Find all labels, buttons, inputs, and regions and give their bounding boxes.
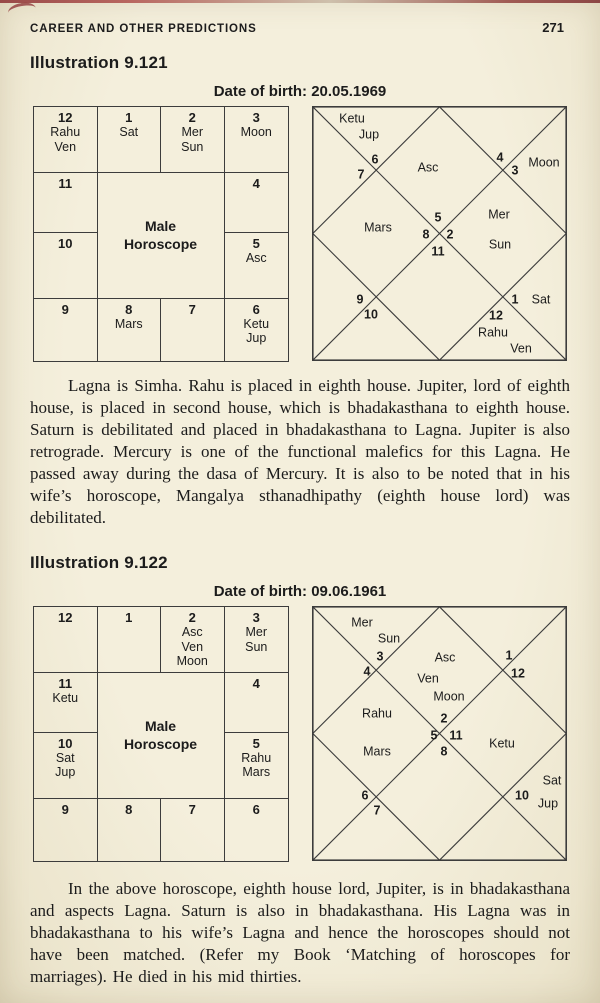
planet-label: Mars: [114, 316, 143, 331]
chart-cell-10: [34, 233, 98, 299]
charts-row-2: [0, 604, 600, 862]
chart-center-line: Male: [144, 218, 177, 234]
sign-number: 6: [361, 788, 369, 803]
sign-number: 8: [422, 227, 430, 242]
date-of-birth-label: Date of birth: 09.06.1961: [213, 583, 387, 600]
planet-label: Ketu: [243, 316, 270, 331]
planet-label: Ven: [181, 639, 204, 654]
planet-label: Sat: [55, 750, 75, 765]
planet-label: Mer: [245, 625, 268, 639]
chart-center-line: Male: [144, 718, 177, 734]
sign-number: 7: [357, 167, 365, 182]
planet-label: Rahu: [362, 706, 392, 721]
planet-label: Moon: [176, 654, 208, 668]
sign-number: 10: [515, 788, 529, 803]
house-number: 9: [61, 801, 69, 817]
chart-cell-6: [225, 799, 289, 861]
sign-number: 8: [440, 744, 448, 759]
illustration-9-121: [0, 53, 600, 529]
chart-cell-11: [34, 173, 98, 233]
house-number: 6: [252, 301, 260, 317]
sign-number: 9: [356, 292, 364, 307]
planet-label: Ketu: [52, 690, 79, 705]
chart-cell-8: [98, 299, 162, 361]
planet-label: Ketu: [489, 736, 515, 751]
sign-number: 1: [505, 648, 513, 663]
planet-label: Ven: [417, 671, 439, 686]
chart-cell-11: [34, 673, 98, 733]
scan-edge-artifact: [0, 0, 600, 3]
sign-number: 7: [373, 803, 381, 818]
sign-number: 2: [446, 227, 454, 242]
chart-cell-6: [225, 299, 289, 361]
running-header: CAREER AND OTHER PREDICTIONS: [30, 23, 257, 35]
house-number: 3: [252, 610, 260, 625]
house-number: 2: [188, 610, 196, 625]
chart-cell-3: [225, 607, 289, 673]
house-number: 11: [58, 175, 73, 191]
house-number: 7: [188, 301, 196, 317]
illustration-heading: Illustration 9.121: [30, 53, 168, 72]
planet-label: Jup: [537, 796, 559, 811]
planet-label: Mer: [351, 615, 373, 630]
house-number: 11: [58, 675, 73, 691]
chart-cell-4: [225, 173, 289, 233]
house-number: 8: [125, 801, 133, 817]
chart-center-label: [98, 673, 225, 799]
house-number: 12: [58, 110, 73, 125]
south-indian-chart-2: [33, 606, 289, 862]
sign-number: 11: [449, 728, 463, 743]
house-number: 3: [252, 110, 260, 125]
planet-label: Rahu: [50, 125, 81, 139]
house-number: 1: [125, 110, 133, 125]
chart-lines: [312, 106, 567, 361]
chart-cell-2: [161, 607, 225, 673]
planet-label: Mars: [363, 744, 391, 759]
body-paragraph-2: In the above horoscope, eighth house lord, Jupiter, is in bhadakasthana and aspects Lagna. Saturn is also in bhadakasthana. His Lagna was in bhadakasthana to his wife’s Lagna and hence the horoscopes should not have been matched. (Refer my Book ‘Matching of horoscopes for marriages). He died in his mid thirties.: [30, 879, 570, 986]
planet-label: Ven: [510, 341, 532, 356]
page-number: 271: [542, 20, 564, 35]
south-indian-chart-1: [33, 106, 289, 362]
house-number: 4: [252, 175, 260, 191]
planet-label: Mer: [181, 125, 204, 139]
chart-cell-1: [98, 607, 162, 673]
house-number: 9: [61, 301, 69, 317]
planet-label: Sun: [488, 237, 512, 252]
chart-cell-5: [225, 733, 289, 799]
chart-cell-12: [34, 107, 98, 173]
planet-label: Jup: [55, 765, 76, 780]
north-indian-chart-1: [312, 106, 567, 361]
chart-center-line: Horoscope: [123, 236, 198, 252]
house-number: 4: [252, 675, 260, 691]
chart-cell-10: [34, 733, 98, 799]
chart-cell-9: [34, 799, 98, 861]
sign-number: 3: [511, 163, 519, 178]
planet-label: Asc: [245, 250, 267, 265]
sign-number: 12: [489, 308, 503, 323]
page-header: [0, 0, 600, 35]
north-indian-chart-2: [312, 606, 567, 861]
sign-number: 5: [434, 210, 442, 225]
chart-center-label: [98, 173, 225, 299]
house-number: 5: [252, 235, 260, 251]
sign-number: 4: [496, 150, 504, 165]
house-number: 12: [58, 610, 73, 625]
chart-cell-1: [98, 107, 162, 173]
chart-cell-7: [161, 799, 225, 861]
planet-label: Mars: [364, 220, 392, 235]
planet-label: Ven: [54, 139, 77, 154]
planet-label: Moon: [528, 155, 560, 170]
chart-cell-2: [161, 107, 225, 173]
planet-label: Jup: [246, 331, 267, 345]
sign-number: 2: [440, 711, 448, 726]
house-number: 6: [252, 801, 260, 817]
house-number: 7: [188, 801, 196, 817]
chart-cell-12: [34, 607, 98, 673]
date-of-birth-label: Date of birth: 20.05.1969: [213, 83, 387, 100]
chart-lines: [312, 606, 567, 861]
house-number: 8: [125, 301, 133, 317]
house-number: 1: [125, 610, 133, 625]
asc-label: Asc: [434, 650, 456, 665]
sign-number: 10: [364, 307, 378, 322]
planet-label: Jup: [358, 127, 380, 142]
illustration-heading: Illustration 9.122: [30, 553, 168, 572]
house-number: 10: [58, 735, 73, 751]
planet-label: Rahu: [241, 750, 272, 765]
asc-label: Asc: [417, 160, 439, 175]
chart-center-line: Horoscope: [123, 736, 198, 752]
house-number: 5: [252, 735, 260, 751]
house-number: 2: [188, 110, 196, 125]
planet-label: Sat: [119, 125, 139, 139]
sign-number: 1: [511, 292, 519, 307]
chart-cell-3: [225, 107, 289, 173]
sign-number: 12: [511, 666, 525, 681]
planet-label: Sat: [531, 292, 551, 307]
planet-label: Mars: [242, 765, 271, 780]
illustration-9-122: [0, 553, 600, 988]
sign-number: 4: [363, 664, 371, 679]
planet-label: Asc: [181, 625, 203, 639]
sign-number: 11: [431, 244, 445, 259]
chart-cell-8: [98, 799, 162, 861]
chart-cell-5: [225, 233, 289, 299]
body-paragraph-1: Lagna is Simha. Rahu is placed in eighth house. Jupiter, lord of eighth house, is placed in second house, which is bhadakasthana to eighth house. Saturn is debilitated and placed in bhadakasthana to Lagna. Jupiter is also retrograde. Mercury is one of the functional malefics for this Lagna. He passed away during the dasa of Mercury. It is also to be noted that in his wife’s horoscope, Mangalya sthanadhipathy (eighth house lord) was debilitated.: [30, 376, 570, 527]
charts-row-1: [0, 104, 600, 362]
chart-cell-7: [161, 299, 225, 361]
sign-number: 6: [371, 152, 379, 167]
planet-label: Sun: [181, 139, 204, 154]
planet-label: Ketu: [339, 111, 365, 126]
sign-number: 3: [376, 649, 384, 664]
planet-label: Sun: [245, 639, 268, 654]
planet-label: Rahu: [478, 325, 508, 340]
planet-label: Moon: [433, 689, 465, 704]
sign-number: 5: [430, 728, 438, 743]
planet-label: Sat: [542, 773, 562, 788]
planet-label: Mer: [488, 207, 510, 222]
house-number: 10: [58, 235, 73, 251]
planet-label: Sun: [377, 631, 401, 646]
chart-cell-4: [225, 673, 289, 733]
planet-label: Moon: [240, 125, 272, 139]
chart-cell-9: [34, 299, 98, 361]
